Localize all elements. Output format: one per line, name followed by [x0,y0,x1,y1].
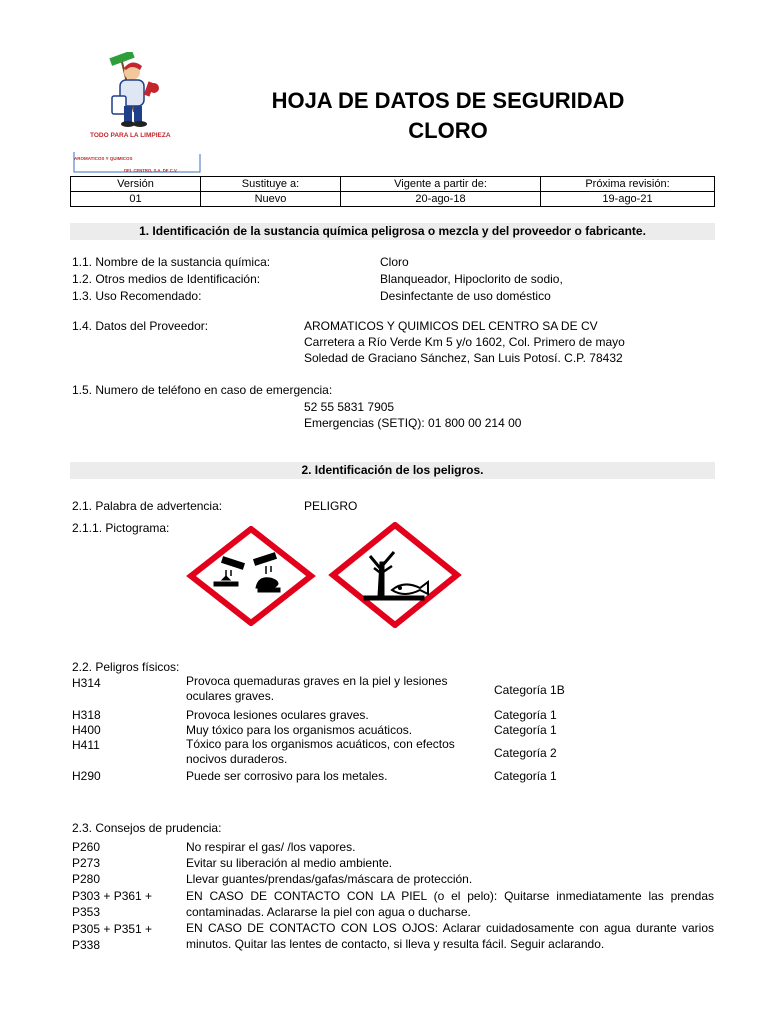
emergency-setiq-number: Emergencias (SETIQ): 01 800 00 214 00 [304,416,522,430]
hazard-code: H290 [72,769,101,783]
hazard-code: H314 [72,676,101,690]
hazard-category: Categoría 1 [494,723,557,737]
signal-word-value: PELIGRO [304,499,358,513]
version-table-value-row [71,192,715,207]
prudence-code: P280 [72,872,101,886]
hazard-category: Categoría 1 [494,769,557,783]
prudence-code: P273 [72,856,101,870]
emergency-phone-label: 1.5. Numero de teléfono en caso de emergencia: [72,383,333,397]
version-table [70,176,715,207]
hazard-category: Categoría 1B [494,683,565,697]
version-value: 01 [71,192,201,207]
hazard-text: Puede ser corrosivo para los metales. [186,769,388,783]
next-revision-value: 19-ago-21 [541,192,715,207]
prudence-text: No respirar el gas/ /los vapores. [186,840,356,854]
other-identification-label: 1.2. Otros medios de Identificación: [72,272,261,286]
substance-name-value: Cloro [380,255,409,269]
supplier-name: AROMATICOS Y QUIMICOS DEL CENTRO SA DE CV [304,319,598,333]
recommended-use-value: Desinfectante de uso doméstico [380,289,551,303]
prudence-code: P305 + P351 + P338 [72,922,153,952]
substance-name-label: 1.1. Nombre de la sustancia química: [72,255,271,269]
hazard-text: Tóxico para los organismos acuáticos, con efectos nocivos duraderos. [186,737,455,766]
prudence-text: Evitar su liberación al medio ambiente. [186,856,393,870]
hazard-code: H400 [72,723,101,737]
other-identification-value: Blanqueador, Hipoclorito de sodio, [380,272,563,286]
version-header: Versión [71,177,201,192]
hazard-text: Provoca lesiones oculares graves. [186,708,369,722]
hazard-code: H318 [72,708,101,722]
environment-pictogram-icon [328,522,462,628]
next-revision-header: Próxima revisión: [541,177,715,192]
prudence-label: 2.3. Consejos de prudencia: [72,821,222,835]
section1-heading: 1. Identificación de la sustancia química peligrosa o mezcla y del proveedor o fabricante. [70,223,715,240]
hazard-category: Categoría 2 [494,746,557,760]
physical-hazards-label: 2.2. Peligros físicos: [72,660,180,674]
logo-brand-text: TODO PARA LA LIMPIEZA [90,132,171,139]
company-logo [72,52,204,176]
hazard-code: H411 [72,738,100,752]
version-table-header-row [71,177,715,192]
corrosion-pictogram-icon [186,526,316,626]
document-title: HOJA DE DATOS DE SEGURIDAD [271,88,625,113]
supplier-address-line2: Soledad de Graciano Sánchez, San Luis Potosí. C.P. 78432 [304,351,623,365]
logo-company-line1: AROMATICOS Y QUIMICOS [74,156,133,161]
prudence-text: EN CASO DE CONTACTO CON LA PIEL (o el pelo): Quitarse inmediatamente las prendas contaminadas. Aclararse la piel con agua o ducharse. [186,889,714,919]
supersedes-header: Sustituye a: [201,177,341,192]
logo-company-line2: DEL CENTRO, S.A. DE C.V. [124,168,178,173]
supplier-label: 1.4. Datos del Proveedor: [72,319,209,333]
hazard-category: Categoría 1 [494,708,557,722]
product-name: CLORO [408,118,488,143]
prudence-text: EN CASO DE CONTACTO CON LOS OJOS: Aclarar cuidadosamente con agua durante varios minutos. Quitar las lentes de contacto, si lleva y resulta fácil. Seguir aclarando. [186,921,714,951]
section2-heading: 2. Identificación de los peligros. [70,462,715,479]
signal-word-label: 2.1. Palabra de advertencia: [72,499,223,513]
hazard-text: Provoca quemaduras graves en la piel y lesiones oculares graves. [186,674,448,703]
recommended-use-label: 1.3. Uso Recomendado: [72,289,202,303]
supersedes-value: Nuevo [201,192,341,207]
effective-date-header: Vigente a partir de: [341,177,541,192]
emergency-phone-number: 52 55 5831 7905 [304,400,395,414]
effective-date-value: 20-ago-18 [341,192,541,207]
prudence-text: Llevar guantes/prendas/gafas/máscara de protección. [186,872,473,886]
pictogram-label: 2.1.1. Pictograma: [72,521,170,535]
prudence-code: P303 + P361 + P353 [72,889,153,919]
hazard-text: Muy tóxico para los organismos acuáticos. [186,723,413,737]
supplier-address-line1: Carretera a Río Verde Km 5 y/o 1602, Col. Primero de mayo [304,335,625,349]
prudence-code: P260 [72,840,101,854]
